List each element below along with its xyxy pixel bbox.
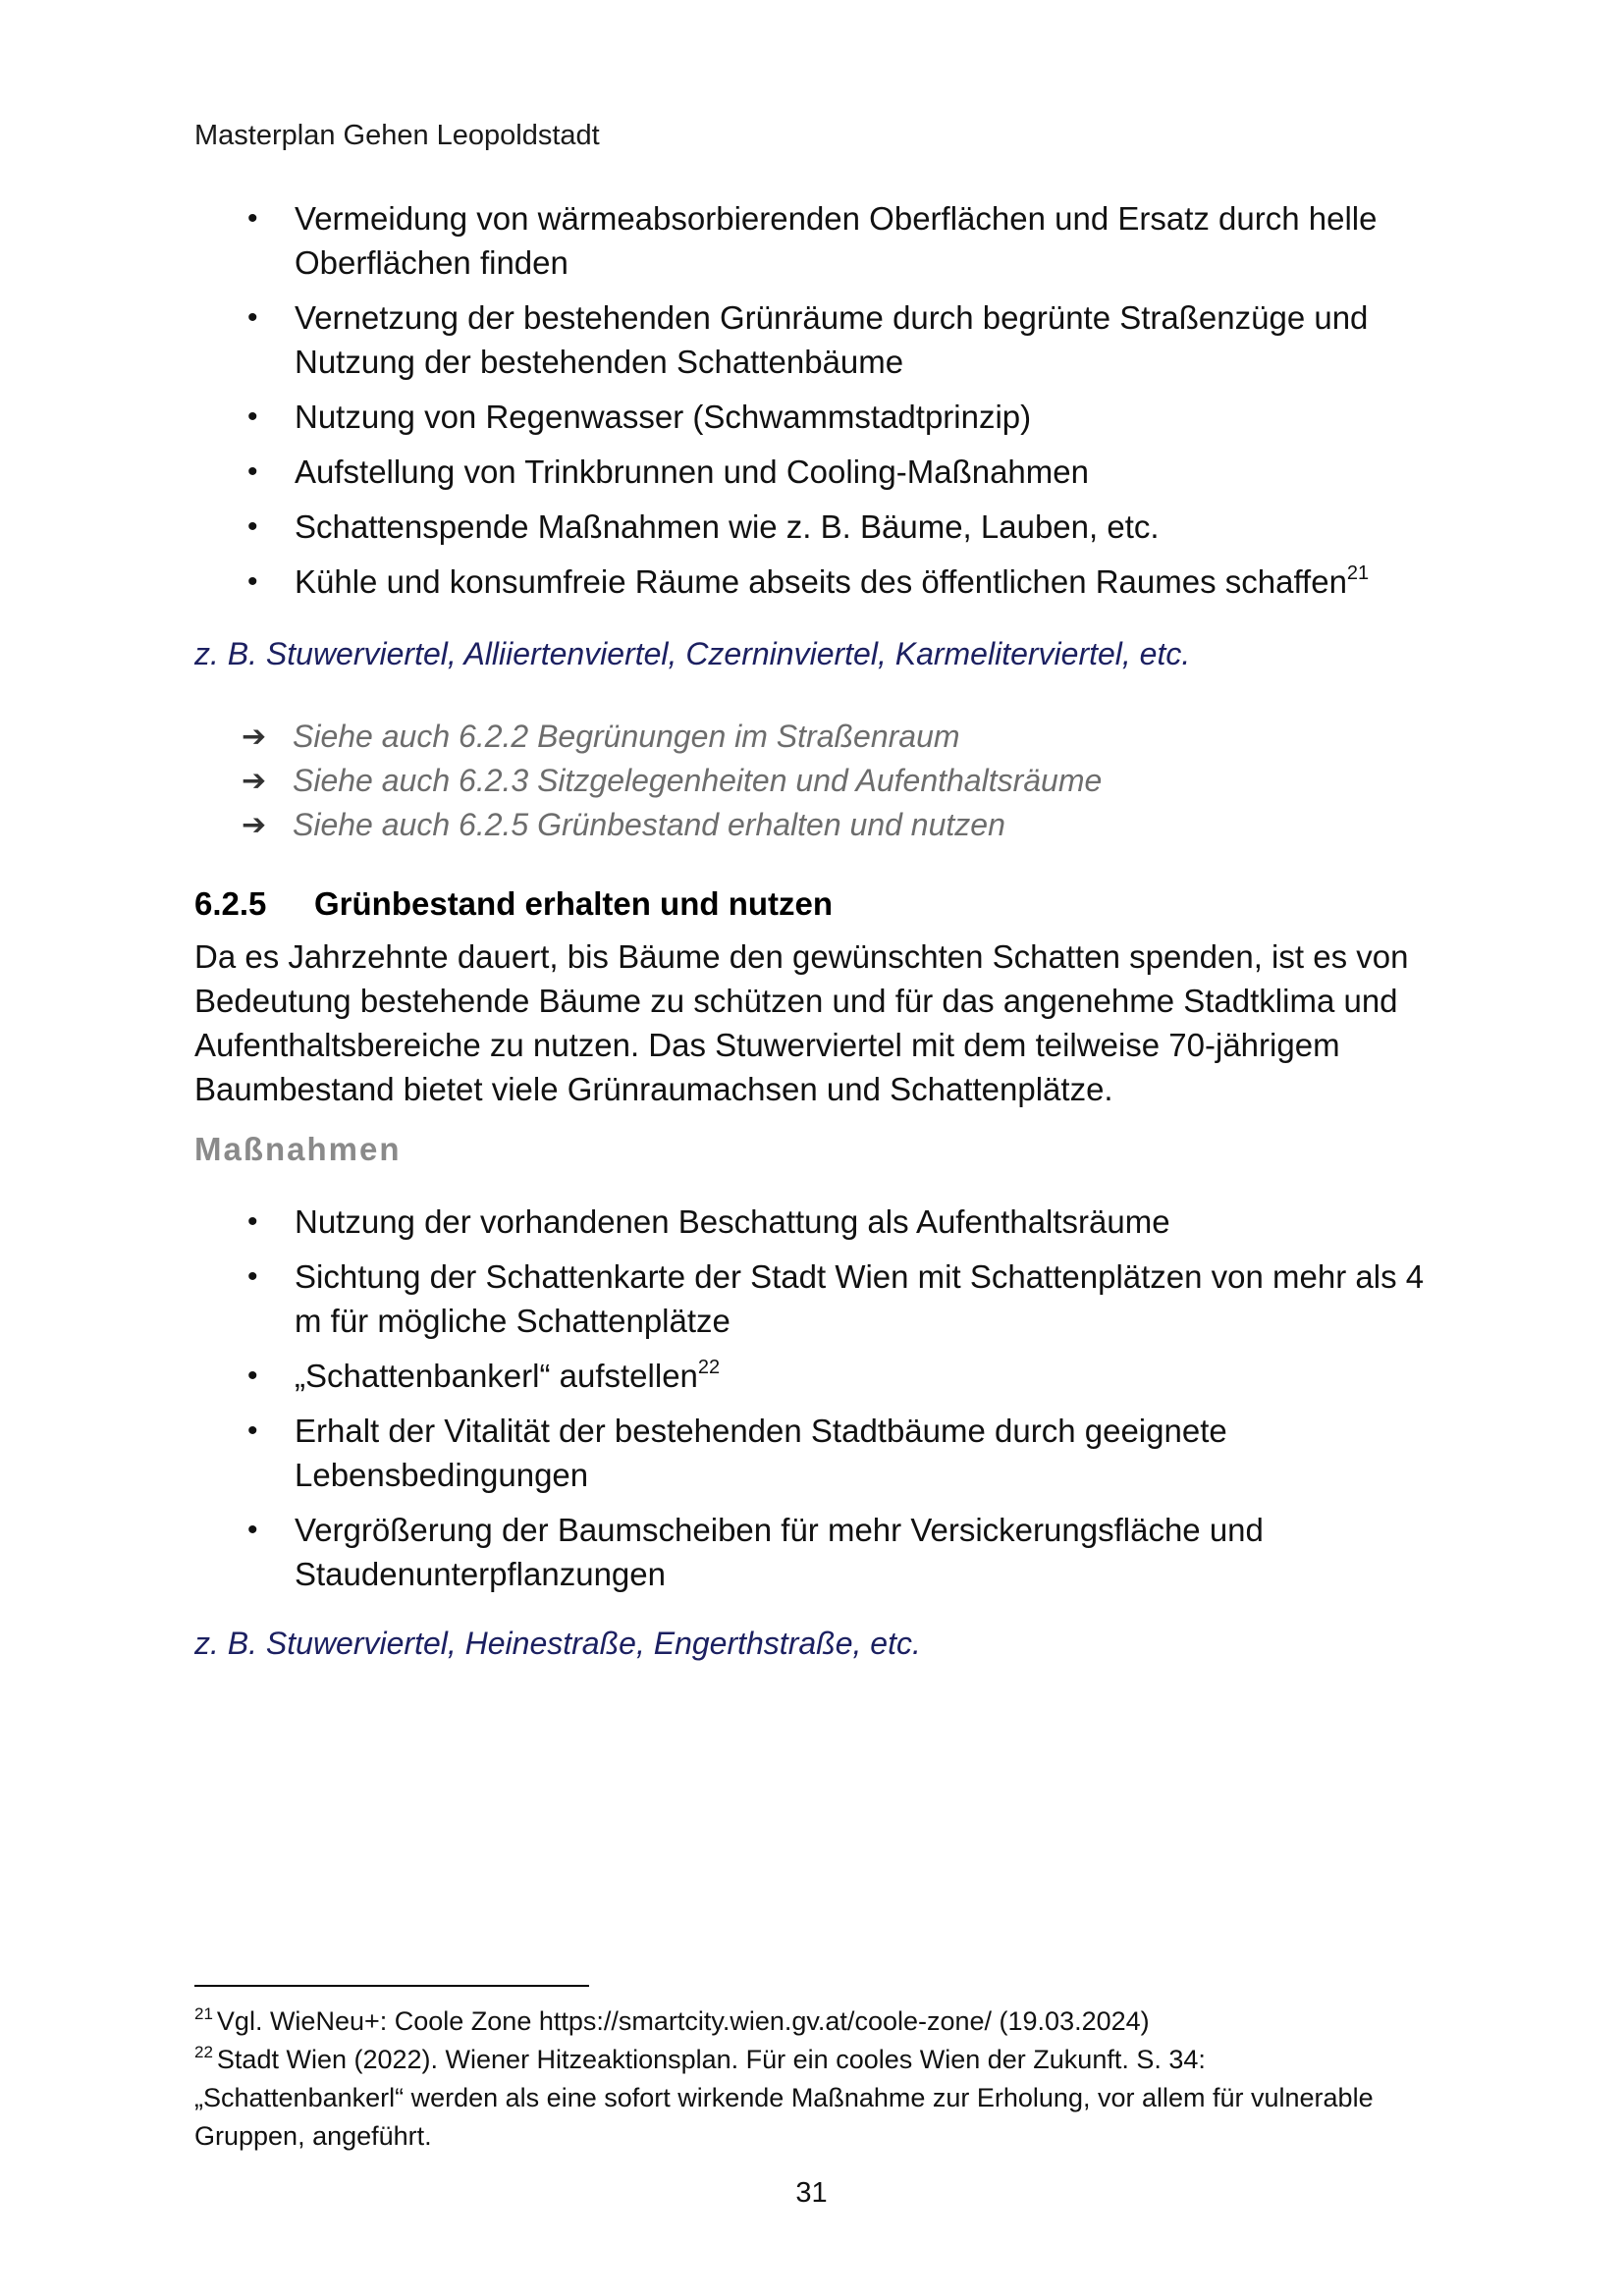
list-item-text: Erhalt der Vitalität der bestehenden Stadtbäume durch geeignete Lebensbedingungen [295, 1413, 1227, 1493]
footnote-number: 21 [194, 2004, 213, 2023]
bullet-icon: • [247, 301, 258, 334]
footnote-ref[interactable]: 22 [697, 1357, 721, 1378]
bullet-icon: • [247, 455, 258, 488]
section-heading [194, 885, 833, 923]
arrow-right-icon: ➔ [242, 721, 267, 753]
bullet-icon: • [247, 1260, 258, 1293]
list-item-text: Nutzung von Regenwasser (Schwammstadtprinzip) [295, 399, 1032, 435]
cross-reference-item[interactable] [194, 803, 1102, 847]
list-item [194, 295, 1451, 384]
bullet-icon: • [247, 1514, 258, 1546]
cross-reference-item[interactable] [194, 759, 1102, 803]
bullet-icon: • [247, 565, 258, 598]
cross-reference-text: Siehe auch 6.2.2 Begrünungen im Straßenraum [293, 719, 960, 754]
running-header: Masterplan Gehen Leopoldstadt [194, 120, 600, 151]
section-title: Grünbestand erhalten und nutzen [314, 885, 834, 922]
list-item [194, 1354, 1451, 1398]
list-item [194, 450, 1451, 494]
list-item-text: Vermeidung von wärmeabsorbierenden Oberflächen und Ersatz durch helle Oberflächen finden [295, 200, 1378, 281]
list-item [194, 1409, 1451, 1497]
list-item [194, 560, 1451, 604]
list-item [194, 1508, 1451, 1596]
list-item-text: Kühle und konsumfreie Räume abseits des öffentlichen Raumes schaffen [295, 563, 1347, 600]
footnote-text: Vgl. WieNeu+: Coole Zone https://smartcity.wien.gv.at/coole-zone/ (19.03.2024) [216, 2006, 1150, 2036]
cross-reference-text: Siehe auch 6.2.3 Sitzgelegenheiten und Aufenthaltsräume [293, 763, 1103, 798]
section-paragraph: Da es Jahrzehnte dauert, bis Bäume den gewünschten Schatten spenden, ist es von Bedeutung bestehende Bäume zu schützen und für das angenehme Stadtklima und Aufenthaltsbereiche zu nutzen. Das Stuwerviertel mit dem teilweise 70-jährigem Baumbestand bietet viele Grünraumachsen und Schattenplätze. [194, 938, 1409, 1107]
list-item-text: Vernetzung der bestehenden Grünräume durch begrünte Straßenzüge und Nutzung der bestehenden Schattenbäume [295, 299, 1369, 380]
footnotes [194, 2002, 1422, 2156]
arrow-right-icon: ➔ [242, 765, 267, 797]
footnote [194, 2002, 1422, 2041]
bullet-icon: • [247, 1205, 258, 1238]
list-item-text: Sichtung der Schattenkarte der Stadt Wien mit Schattenplätzen von mehr als 4 m für mögliche Schattenplätze [295, 1258, 1425, 1339]
measures-heading: Maßnahmen [194, 1131, 402, 1167]
cross-reference-item[interactable] [194, 715, 1102, 759]
bullet-icon: • [247, 400, 258, 433]
footnote-divider [194, 1985, 589, 1987]
page-number: 31 [795, 2177, 828, 2209]
bullet-list-climate-measures [194, 196, 1451, 614]
list-item [194, 1255, 1451, 1343]
footnote [194, 2041, 1422, 2156]
bullet-icon: • [247, 1360, 258, 1392]
list-item [194, 395, 1451, 439]
cross-reference-list [194, 715, 1102, 847]
bullet-list-tree-measures [194, 1200, 1451, 1607]
example-locations: z. B. Stuwerviertel, Heinestraße, Engerthstraße, etc. [194, 1626, 921, 1661]
list-item [194, 505, 1451, 549]
list-item-text: „Schattenbankerl“ aufstellen [295, 1358, 698, 1394]
list-item [194, 196, 1451, 285]
list-item-text: Nutzung der vorhandenen Beschattung als Aufenthaltsräume [295, 1203, 1170, 1240]
footnote-ref[interactable]: 21 [1346, 562, 1370, 584]
bullet-icon: • [247, 510, 258, 543]
list-item-text: Vergrößerung der Baumscheiben für mehr Versickerungsfläche und Staudenunterpflanzungen [295, 1512, 1264, 1592]
arrow-right-icon: ➔ [242, 809, 267, 841]
bullet-icon: • [247, 202, 258, 235]
list-item [194, 1200, 1451, 1244]
bullet-icon: • [247, 1415, 258, 1447]
footnote-text: Stadt Wien (2022). Wiener Hitzeaktionsplan. Für ein cooles Wien der Zukunft. S. 34: „Schattenbankerl“ werden als eine sofort wirkende Maßnahme zur Erholung, vor allem für vulnerable Gruppen, angeführt. [194, 2045, 1374, 2151]
cross-reference-text: Siehe auch 6.2.5 Grünbestand erhalten und nutzen [293, 807, 1005, 842]
list-item-text: Aufstellung von Trinkbrunnen und Cooling-Maßnahmen [295, 454, 1089, 490]
section-number: 6.2.5 [194, 885, 267, 922]
example-locations: z. B. Stuwerviertel, Alliiertenviertel, Czerninviertel, Karmeliterviertel, etc. [194, 636, 1191, 671]
list-item-text: Schattenspende Maßnahmen wie z. B. Bäume, Lauben, etc. [295, 508, 1160, 545]
footnote-number: 22 [194, 2043, 213, 2061]
